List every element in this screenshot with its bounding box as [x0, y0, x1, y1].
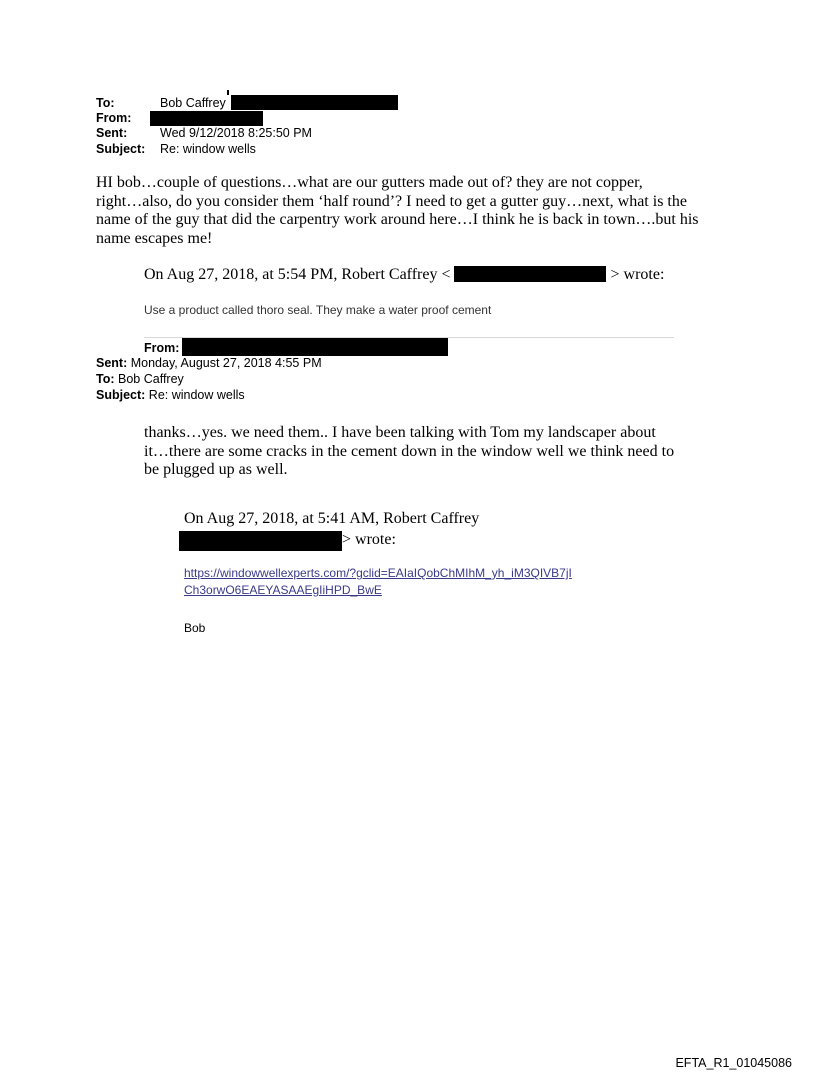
- subject-value: Re: window wells: [160, 142, 256, 156]
- from-label: From:: [96, 111, 132, 125]
- forward-to-label: To:: [96, 372, 115, 386]
- to-label: To:: [96, 96, 115, 110]
- signature: Bob: [184, 621, 206, 635]
- message-line: be plugged up as well.: [144, 461, 288, 478]
- link-line-1[interactable]: https://windowwellexperts.com/?gclid=EAIaIQobChMIhM_yh_iM3QIVB7jI: [184, 566, 572, 580]
- quote-1-wrote: > wrote:: [610, 266, 665, 283]
- forward-sent-label: Sent:: [96, 356, 128, 370]
- message-line: HI bob…couple of questions…what are our gutters made out of? they are not copper,: [96, 174, 643, 191]
- forward-to: [96, 372, 184, 386]
- to-value: Bob Caffrey: [160, 96, 226, 110]
- quote-1-text: Use a product called thoro seal. They make a water proof cement: [144, 303, 492, 317]
- forward-subject: [96, 388, 245, 402]
- forward-from-label: From:: [144, 341, 180, 355]
- redaction-mark: [227, 90, 229, 95]
- sent-label: Sent:: [96, 126, 128, 140]
- quote-2-wrote: > wrote:: [342, 531, 396, 548]
- forward-subject-value: Re: window wells: [148, 388, 245, 402]
- quote-2-intro: On Aug 27, 2018, at 5:41 AM, Robert Caffrey: [184, 510, 480, 527]
- forward-sent: [96, 356, 322, 370]
- message-line: right…also, do you consider them ‘half round’? I need to get a gutter guy…next, what is the: [96, 192, 687, 210]
- forward-subject-label: Subject:: [96, 388, 146, 402]
- message-line: thanks…yes. we need them.. I have been talking with Tom my landscaper about: [144, 424, 656, 441]
- message-line: it…there are some cracks in the cement down in the window well we think need to: [144, 442, 675, 460]
- sent-value: Wed 9/12/2018 8:25:50 PM: [160, 126, 312, 140]
- redaction-quote-2-email: [179, 531, 342, 551]
- subject-label: Subject:: [96, 142, 146, 156]
- message-body-1: [96, 174, 716, 248]
- message-line: name escapes me!: [96, 229, 213, 247]
- redaction-from: [150, 111, 263, 126]
- quote-1-intro: [144, 266, 664, 285]
- redaction-to-email: [231, 95, 398, 110]
- message-body-2: [144, 424, 704, 480]
- forward-to-value: Bob Caffrey: [118, 372, 184, 386]
- document-id: EFTA_R1_01045086: [675, 1056, 792, 1070]
- forward-sent-value: Monday, August 27, 2018 4:55 PM: [130, 356, 322, 370]
- redaction-quote-1-email: [454, 266, 606, 282]
- link-line-2[interactable]: Ch3orwO6EAEYASAAEgIiHPD_BwE: [184, 583, 382, 597]
- message-line: name of the guy that did the carpentry work around here…I think he is back in town….but his: [96, 211, 699, 228]
- redaction-forward-from: [182, 338, 448, 356]
- quote-1-intro-text: On Aug 27, 2018, at 5:54 PM, Robert Caffrey <: [144, 266, 451, 283]
- window-well-link[interactable]: [184, 565, 572, 599]
